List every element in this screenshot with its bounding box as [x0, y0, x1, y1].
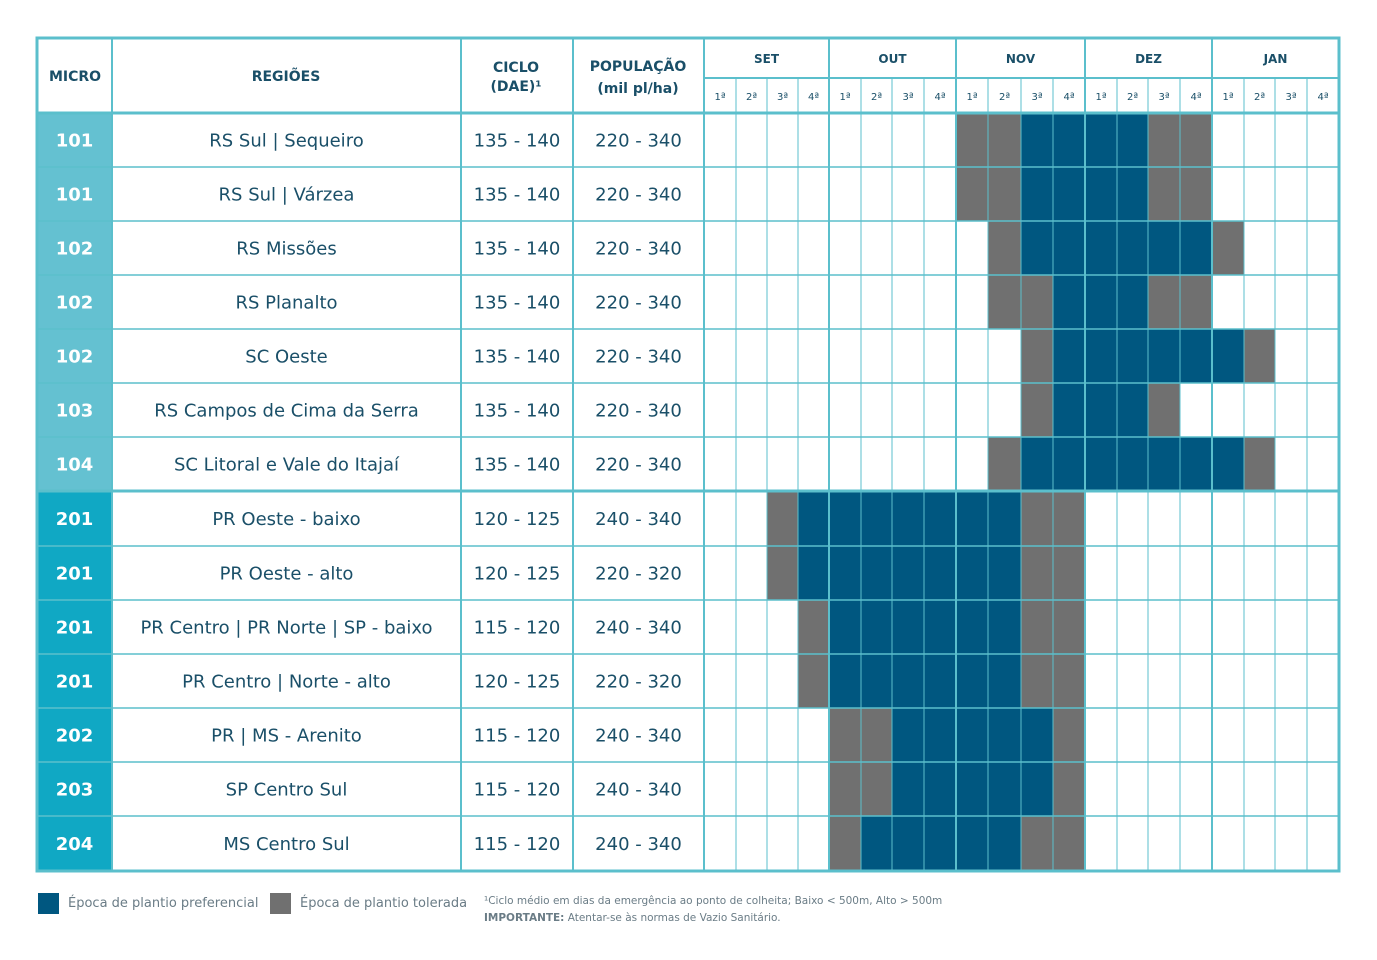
week-cell-preferencial [1212, 329, 1244, 383]
row-populacao: 240 - 340 [595, 834, 682, 855]
week-cell-preferencial [861, 654, 892, 708]
row-populacao: 240 - 340 [595, 617, 682, 639]
week-cell-preferencial [1117, 113, 1148, 167]
week-cell-preferencial [861, 546, 892, 600]
week-cell-preferencial [829, 600, 861, 654]
week-cell-preferencial [861, 816, 892, 871]
week-cell-tolerada [1053, 816, 1085, 871]
header-ciclo-unit: (DAE)¹ [490, 79, 542, 95]
row-regiao: SP Centro Sul [225, 779, 348, 801]
row-regiao: PR Oeste - alto [219, 563, 354, 585]
footnote: ¹Ciclo médio em dias da emergência ao ponto de colheita; Baixo < 500m, Alto > 500m [484, 895, 943, 907]
week-cell-preferencial [988, 654, 1021, 708]
week-cell-preferencial [1053, 329, 1085, 383]
row-regiao: SC Litoral e Vale do Itajaí [173, 454, 400, 476]
week-cell-preferencial [1117, 167, 1148, 221]
week-cell-preferencial [892, 654, 924, 708]
week-cell-preferencial [1021, 113, 1053, 167]
week-cell-tolerada [1148, 275, 1180, 329]
legend-tolerada-swatch [270, 893, 291, 914]
week-cell-preferencial [924, 600, 956, 654]
row-regiao: RS Planalto [235, 292, 338, 314]
row-ciclo: 115 - 120 [473, 779, 561, 801]
week-cell-tolerada [1180, 113, 1212, 167]
week-cell-preferencial [829, 546, 861, 600]
row-regiao: SC Oeste [245, 346, 328, 368]
week-cell-preferencial [892, 491, 924, 546]
week-cell-tolerada [1021, 275, 1053, 329]
week-cell-preferencial [798, 491, 829, 546]
week-cell-preferencial [1053, 383, 1085, 437]
week-cell-preferencial [988, 762, 1021, 816]
week-cell-tolerada [1244, 329, 1275, 383]
row-micro: 103 [55, 400, 94, 422]
row-regiao: RS Missões [236, 238, 337, 260]
week-cell-tolerada [767, 546, 798, 600]
week-cell-preferencial [892, 546, 924, 600]
week-cell-preferencial [1085, 113, 1117, 167]
row-populacao: 240 - 340 [595, 725, 682, 747]
week-cell-tolerada [1148, 167, 1180, 221]
row-ciclo: 115 - 120 [473, 617, 561, 639]
row-micro: 201 [55, 671, 94, 693]
row-regiao: RS Sul | Sequeiro [209, 130, 364, 152]
week-header: 2ª [1126, 92, 1139, 103]
week-cell-preferencial [1053, 167, 1085, 221]
row-populacao: 240 - 340 [595, 779, 682, 801]
week-cell-preferencial [1085, 329, 1117, 383]
week-header: 3ª [902, 92, 914, 103]
week-cell-tolerada [1021, 816, 1053, 871]
important-note [484, 912, 781, 924]
header-populacao-unit: (mil pl/ha) [597, 81, 679, 97]
week-cell-tolerada [1053, 600, 1085, 654]
week-cell-tolerada [1021, 654, 1053, 708]
week-cell-preferencial [924, 762, 956, 816]
week-cell-preferencial [956, 708, 988, 762]
row-regiao: PR Centro | Norte - alto [182, 671, 391, 693]
month-header-nov: NOV [1005, 52, 1036, 66]
week-cell-preferencial [1117, 383, 1148, 437]
week-header: 1ª [714, 92, 726, 103]
week-header: 1ª [1222, 92, 1234, 103]
row-regiao: MS Centro Sul [223, 834, 350, 855]
row-populacao: 220 - 340 [595, 292, 682, 314]
week-cell-preferencial [1117, 221, 1148, 275]
week-cell-tolerada [988, 221, 1021, 275]
week-cell-preferencial [829, 491, 861, 546]
week-cell-preferencial [1021, 762, 1053, 816]
row-populacao: 220 - 340 [595, 184, 682, 206]
row-micro: 203 [55, 779, 94, 801]
week-cell-tolerada [988, 437, 1021, 491]
week-cell-preferencial [956, 546, 988, 600]
week-cell-tolerada [861, 762, 892, 816]
week-cell-tolerada [1021, 600, 1053, 654]
week-header: 1ª [839, 92, 851, 103]
legend-preferencial [38, 893, 258, 914]
week-header: 1ª [1095, 92, 1107, 103]
week-header: 4ª [1063, 92, 1075, 103]
week-cell-tolerada [1021, 329, 1053, 383]
week-cell-tolerada [988, 113, 1021, 167]
row-ciclo: 135 - 140 [473, 454, 561, 476]
week-cell-tolerada [1021, 491, 1053, 546]
week-cell-preferencial [1085, 437, 1117, 491]
week-header: 2ª [745, 92, 758, 103]
legend [38, 893, 1338, 943]
row-ciclo: 135 - 140 [473, 130, 561, 152]
week-cell-preferencial [892, 708, 924, 762]
row-micro: 201 [55, 563, 94, 585]
row-regiao: RS Sul | Várzea [218, 184, 355, 206]
week-cell-preferencial [924, 491, 956, 546]
week-cell-preferencial [1021, 708, 1053, 762]
week-header: 4ª [1190, 92, 1202, 103]
week-cell-preferencial [988, 816, 1021, 871]
week-cell-preferencial [1021, 437, 1053, 491]
important-text: Atentar-se às normas de Vazio Sanitário. [564, 912, 781, 924]
week-cell-preferencial [861, 491, 892, 546]
header-micro: MICRO [48, 69, 102, 85]
row-ciclo: 135 - 140 [473, 400, 561, 422]
week-cell-preferencial [1148, 329, 1180, 383]
row-micro: 201 [55, 509, 94, 530]
week-cell-preferencial [798, 546, 829, 600]
header-regioes: REGIÕES [251, 69, 321, 85]
month-header-set: SET [753, 52, 780, 66]
week-cell-preferencial [1148, 437, 1180, 491]
week-header: 3ª [1285, 92, 1297, 103]
week-cell-tolerada [1053, 654, 1085, 708]
legend-tolerada [270, 893, 467, 914]
week-cell-tolerada [829, 708, 861, 762]
row-ciclo: 115 - 120 [473, 725, 561, 747]
week-cell-preferencial [988, 708, 1021, 762]
row-micro: 101 [55, 130, 94, 152]
important-label: IMPORTANTE: [484, 912, 565, 924]
week-cell-preferencial [988, 491, 1021, 546]
row-ciclo: 135 - 140 [473, 184, 561, 206]
row-micro: 101 [55, 184, 94, 206]
week-cell-preferencial [988, 600, 1021, 654]
week-cell-tolerada [829, 816, 861, 871]
row-regiao: PR Centro | PR Norte | SP - baixo [140, 617, 433, 639]
week-cell-preferencial [1085, 383, 1117, 437]
week-header: 4ª [1317, 92, 1329, 103]
week-cell-tolerada [798, 600, 829, 654]
week-header: 2ª [870, 92, 883, 103]
week-cell-preferencial [1212, 437, 1244, 491]
row-regiao: PR | MS - Arenito [211, 725, 362, 747]
week-header: 4ª [807, 92, 820, 103]
week-header: 2ª [998, 92, 1011, 103]
legend-preferencial-label: Época de plantio preferencial [68, 896, 259, 911]
row-micro: 201 [55, 617, 94, 639]
week-cell-tolerada [1021, 546, 1053, 600]
week-cell-tolerada [798, 654, 829, 708]
row-populacao: 220 - 340 [595, 346, 682, 368]
row-populacao: 220 - 340 [595, 238, 682, 260]
week-header: 3ª [1158, 92, 1170, 103]
week-cell-tolerada [956, 113, 988, 167]
week-header: 3ª [776, 92, 789, 103]
week-cell-preferencial [1021, 221, 1053, 275]
legend-preferencial-swatch [38, 893, 59, 914]
week-cell-tolerada [1244, 437, 1275, 491]
week-cell-preferencial [892, 762, 924, 816]
week-cell-preferencial [1021, 167, 1053, 221]
week-cell-tolerada [1148, 383, 1180, 437]
row-populacao: 220 - 320 [595, 563, 682, 585]
row-regiao: RS Campos de Cima da Serra [154, 400, 419, 422]
row-micro: 202 [55, 725, 94, 747]
week-cell-preferencial [1117, 275, 1148, 329]
week-cell-tolerada [1148, 113, 1180, 167]
month-header-out: OUT [878, 52, 907, 66]
week-header: 4ª [934, 92, 946, 103]
week-cell-tolerada [988, 275, 1021, 329]
week-cell-preferencial [924, 654, 956, 708]
week-header: 3ª [1031, 92, 1043, 103]
week-cell-preferencial [829, 654, 861, 708]
row-populacao: 220 - 340 [595, 130, 682, 152]
header-ciclo: CICLO [492, 60, 540, 76]
week-cell-preferencial [956, 816, 988, 871]
legend-tolerada-label: Época de plantio tolerada [300, 896, 468, 911]
row-ciclo: 135 - 140 [473, 292, 561, 314]
week-cell-preferencial [956, 491, 988, 546]
week-cell-tolerada [1212, 221, 1244, 275]
week-cell-preferencial [1148, 221, 1180, 275]
week-cell-preferencial [1180, 221, 1212, 275]
row-ciclo: 135 - 140 [473, 238, 561, 260]
month-header-dez: DEZ [1135, 52, 1162, 66]
row-populacao: 240 - 340 [595, 509, 682, 530]
week-cell-preferencial [924, 546, 956, 600]
week-cell-tolerada [829, 762, 861, 816]
week-cell-preferencial [1180, 437, 1212, 491]
row-micro: 102 [55, 292, 94, 314]
week-cell-preferencial [956, 600, 988, 654]
week-cell-preferencial [1053, 437, 1085, 491]
week-header: 1ª [966, 92, 978, 103]
week-cell-preferencial [988, 546, 1021, 600]
row-micro: 102 [55, 346, 94, 368]
week-cell-tolerada [1053, 546, 1085, 600]
week-cell-tolerada [1180, 275, 1212, 329]
week-cell-tolerada [956, 167, 988, 221]
week-cell-preferencial [861, 600, 892, 654]
week-cell-preferencial [956, 762, 988, 816]
week-cell-preferencial [1053, 221, 1085, 275]
row-ciclo: 115 - 120 [473, 834, 561, 855]
week-cell-preferencial [924, 816, 956, 871]
week-cell-preferencial [1085, 275, 1117, 329]
week-cell-preferencial [956, 654, 988, 708]
week-cell-tolerada [1180, 167, 1212, 221]
row-micro: 104 [55, 454, 94, 476]
header-populacao: POPULAÇÃO [589, 59, 687, 75]
row-ciclo: 120 - 125 [473, 509, 561, 530]
row-micro: 204 [55, 834, 94, 855]
week-cell-preferencial [924, 708, 956, 762]
week-cell-preferencial [1053, 275, 1085, 329]
row-regiao: PR Oeste - baixo [212, 509, 361, 530]
row-populacao: 220 - 320 [595, 671, 682, 693]
week-cell-tolerada [1053, 708, 1085, 762]
row-populacao: 220 - 340 [595, 400, 682, 422]
week-cell-preferencial [1117, 329, 1148, 383]
week-header: 2ª [1253, 92, 1266, 103]
row-ciclo: 135 - 140 [473, 346, 561, 368]
week-cell-tolerada [988, 167, 1021, 221]
month-header-jan: JAN [1263, 52, 1288, 66]
week-cell-preferencial [1053, 113, 1085, 167]
week-cell-preferencial [892, 600, 924, 654]
week-cell-tolerada [861, 708, 892, 762]
week-cell-preferencial [1085, 167, 1117, 221]
row-ciclo: 120 - 125 [473, 563, 561, 585]
week-cell-tolerada [767, 491, 798, 546]
week-cell-preferencial [1085, 221, 1117, 275]
week-cell-preferencial [1117, 437, 1148, 491]
week-cell-tolerada [1053, 491, 1085, 546]
week-cell-tolerada [1021, 383, 1053, 437]
row-populacao: 220 - 340 [595, 454, 682, 476]
week-cell-preferencial [1180, 329, 1212, 383]
row-ciclo: 120 - 125 [473, 671, 561, 693]
row-micro: 102 [55, 238, 94, 260]
week-cell-preferencial [892, 816, 924, 871]
week-cell-tolerada [1053, 762, 1085, 816]
